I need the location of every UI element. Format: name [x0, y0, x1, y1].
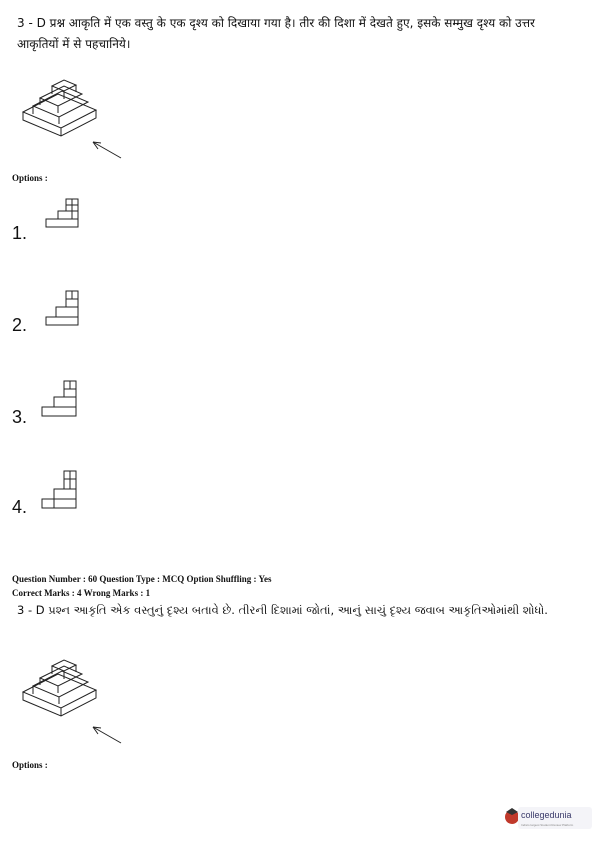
question-1-text: 3 - D प्रश्न आकृति में एक वस्तु के एक दृश्य को दिखाया गया है। तीर की दिशा में देखते हुए, इसके सम्मुख दृश्य को उत्तर आकृतियों में से पहचानिये। [17, 16, 535, 51]
question-2-text: 3 - D પ્રશ્ન આકૃતિ એક વસ્તુનું દૃશ્ય બતાવે છે. તીરની દિશામાં જોતાં, આનું સાચું દૃશ્ય જવાબ આકૃતિઓમાંથી શોધો. [17, 603, 548, 617]
options-heading-2: Options : [12, 760, 48, 770]
options-heading: Options : [12, 173, 48, 183]
question-meta-line-2: Correct Marks : 4 Wrong Marks : 1 [12, 588, 151, 598]
logo-wordmark: collegedunia [521, 810, 572, 820]
option-4-label: 4. [12, 497, 28, 517]
option-2-figure [44, 287, 80, 327]
option-1-label: 1. [12, 223, 28, 243]
question-1-figure [18, 72, 128, 167]
option-3-label: 3. [12, 407, 28, 427]
logo-tagline: India's largest Student Review Platform [521, 823, 574, 827]
option-4-figure [40, 467, 80, 511]
option-2-label: 2. [12, 315, 28, 335]
option-3-figure [40, 377, 80, 419]
option-1-figure [44, 195, 80, 231]
question-meta-line-1: Question Number : 60 Question Type : MCQ Option Shuffling : Yes [12, 574, 272, 584]
question-2-figure [18, 652, 128, 747]
